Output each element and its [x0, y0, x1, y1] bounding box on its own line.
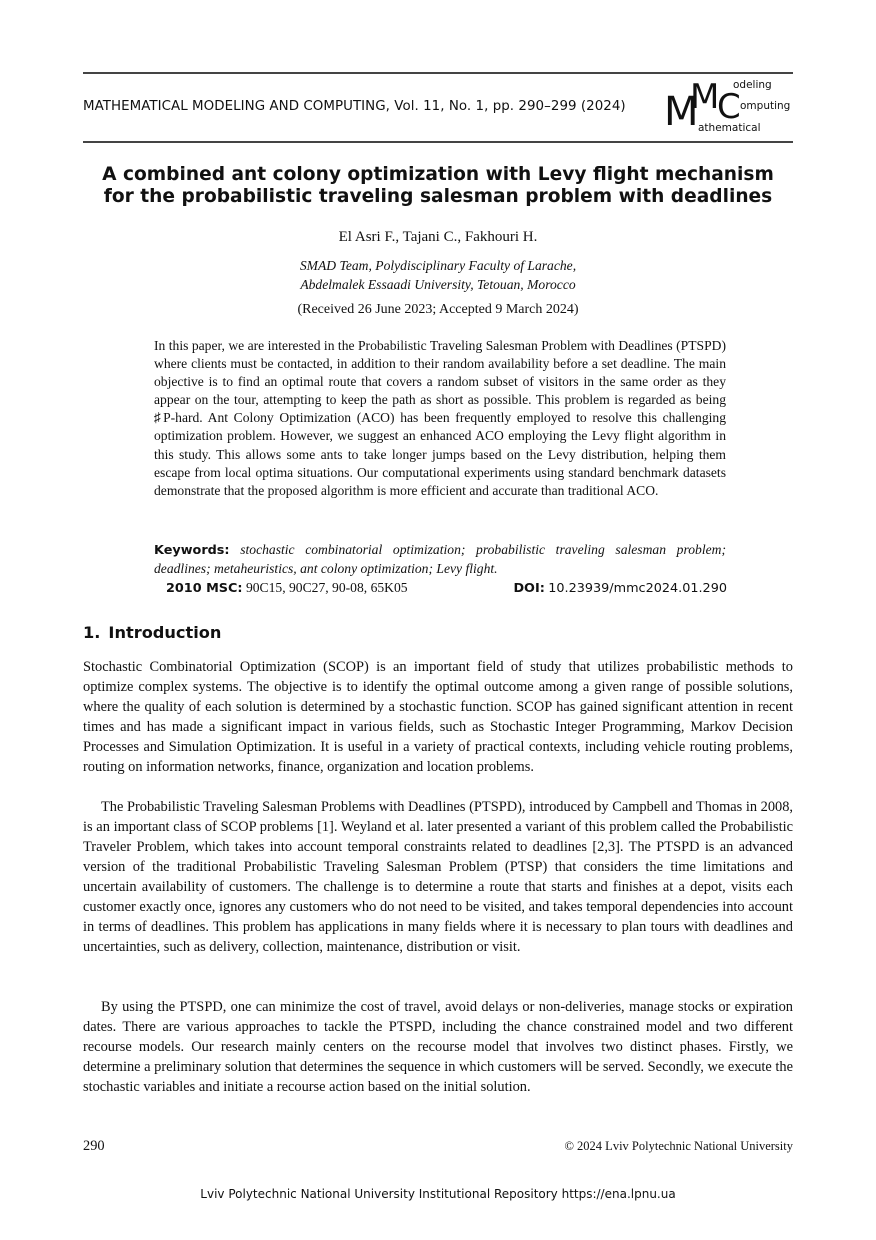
article-authors: El Asri F., Tajani C., Fakhouri H. [338, 229, 538, 245]
doi-link[interactable]: 10.23939/mmc2024.01.290 [548, 581, 727, 596]
section-heading-introduction [83, 623, 221, 642]
received-dates: (Received 26 June 2023; Accepted 9 March 2024) [297, 302, 579, 317]
logo-word-mathematical: athematical [698, 122, 761, 134]
keywords [154, 541, 726, 578]
logo-word-computing: omputing [740, 100, 791, 112]
journal-citation: MATHEMATICAL MODELING AND COMPUTING, Vol. 11, No. 1, pp. 290–299 (2024) [83, 99, 626, 114]
journal-logo [664, 78, 794, 138]
logo-letter-m-modeling: M [690, 77, 720, 117]
msc-doi-row [166, 580, 727, 596]
affiliation-line-1: SMAD Team, Polydisciplinary Faculty of Larache, [299, 258, 577, 273]
repository-footer: Lviv Polytechnic National University Institutional Repository https://ena.lpnu.ua [200, 1187, 676, 1201]
keywords-label: Keywords: [154, 543, 230, 558]
msc-value: 90C15, 90C27, 90-08, 65K05 [245, 580, 408, 595]
article-affiliation [90, 256, 786, 294]
doi-label: DOI: [513, 581, 545, 596]
doi [513, 580, 727, 596]
keywords-list: stochastic combinatorial optimization; probabilistic traveling salesman problem; deadlines; metaheuristics, ant colony optimization; Levy flight. [154, 542, 726, 576]
intro-paragraph-2: The Probabilistic Traveling Salesman Problems with Deadlines (PTSPD), introduced by Campbell and Thomas in 2008, is an important class of SCOP problems [1]. Weyland et al. later presented a variant of this problem called the Probabilistic Traveler Problem, which takes into account temporal constraints related to deadlines [2,3]. The PTSPD is an advanced version of the traditional Probabilistic Traveling Salesman Problem (PTSP) that considers the time limitations and uncertain availability of customers. The challenge is to determine a route that starts and finishes at a depot, visits each customer exactly once, ignores any customers who do not need to be visited, and takes temporal dependencies into account in terms of deadlines. This problem has applications in many fields where it is necessary to plan tours with deadlines and uncertainties, such as delivery, collection, maintenance, distribution or visit. [83, 799, 794, 955]
section-title: Introduction [108, 623, 222, 642]
copyright-notice: © 2024 Lviv Polytechnic National University [564, 1139, 793, 1153]
section-number: 1. [83, 623, 101, 642]
header-top-rule [83, 72, 793, 74]
msc-classification [166, 580, 408, 596]
intro-paragraph-3: By using the PTSPD, one can minimize the cost of travel, avoid delays or non-deliveries, manage stocks or expiration dates. There are various approaches to tackle the PTSPD, including the chance constrained model and two different recourse models. Our research mainly centers on the recourse model that involves two distinct phases. Firstly, we determine a preliminary solution that determines the sequence in which customers will be served. Secondly, we execute the stochastic variables and initiate a recourse action based on the initial solution. [83, 999, 793, 1095]
logo-word-modeling: odeling [733, 79, 772, 91]
affiliation-line-2: Abdelmalek Essaadi University, Tetouan, Morocco [300, 277, 576, 292]
header-bottom-rule [83, 141, 793, 143]
article-title: A combined ant colony optimization with Levy flight mechanism for the probabilistic traveling salesman problem with deadlines [102, 164, 774, 207]
logo-letter-m-mathematical: M [664, 89, 699, 135]
logo-letter-c-computing: C [717, 87, 741, 127]
msc-label: 2010 MSC: [166, 581, 243, 596]
page-number: 290 [83, 1138, 105, 1154]
intro-paragraph-1: Stochastic Combinatorial Optimization (SCOP) is an important field of study that utilizes probabilistic methods to optimize complex systems. The objective is to identify the optimal outcome among a given range of possible solutions, where the quality of each solution is determined by a stochastic function. SCOP has gained significant attention in recent times and has made a significant impact in various fields, such as Stochastic Integer Programming, Markov Decision Processes and Simulation Optimization. It is useful in a variety of practical contexts, including vehicle routing problems, routing on information networks, finance, organization and location problems. [83, 659, 793, 775]
abstract: In this paper, we are interested in the Probabilistic Traveling Salesman Problem with Deadlines (PTSPD) where clients must be contacted, in addition to their random availability before a set deadline. The main objective is to find an optimal route that covers a random subset of visitors in the same order as they appear on the tour, attempting to keep the path as short as possible. This problem is regarded as being ♯P-hard. Ant Colony Optimization (ACO) has been frequently employed to resolve this challenging optimization problem. However, we suggest an enhanced ACO employing the Levy flight algorithm in this study. This allows some ants to take longer jumps based on the Levy distribution, helping them escape from local optima situations. Our computational experiments using standard benchmark datasets demonstrate that the proposed algorithm is more efficient and accurate than traditional ACO. [154, 338, 726, 498]
